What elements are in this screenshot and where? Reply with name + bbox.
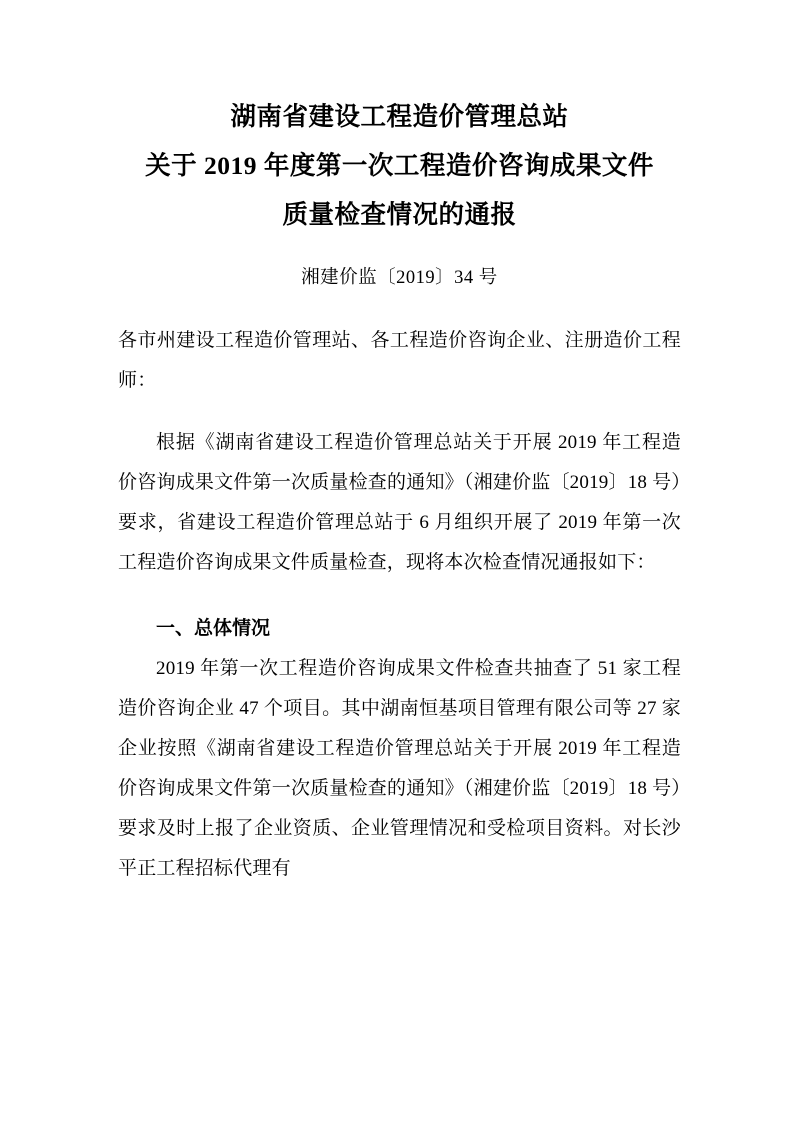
document-body [118, 321, 681, 889]
addressee-paragraph: 各市州建设工程造价管理站、各工程造价咨询企业、注册造价工程师： [118, 330, 681, 391]
section-one-heading: 一、总体情况 [156, 618, 271, 639]
document-number: 湘建价监〔2019〕34 号 [301, 268, 498, 288]
title-line-2: 关于 2019 年度第一次工程造价咨询成果文件 [145, 151, 654, 180]
title-line-1: 湖南省建设工程造价管理总站 [230, 102, 569, 131]
document-title [118, 92, 681, 239]
intro-paragraph: 根据《湖南省建设工程造价管理总站关于开展 2019 年工程造价咨询成果文件第一次质量检查的通知》（湘建价监〔2019〕18 号）要求，省建设工程造价管理总站于 6 月组织开展了 2019 年第一次工程造价咨询成果文件质量检查，现将本次检查情况通报如下： [118, 432, 681, 573]
section-one-paragraph: 2019 年第一次工程造价咨询成果文件检查共抽查了 51 家工程造价咨询企业 47 个项目。其中湖南恒基项目管理有限公司等 27 家企业按照《湖南省建设工程造价管理总站关于开展 2019 年工程造价咨询成果文件第一次质量检查的通知》（湘建价监〔2019〕18 号）要求及时上报了企业资质、企业管理情况和受检项目资料。对长沙平正工程招标代理有 [118, 658, 681, 879]
title-line-3: 质量检查情况的通报 [282, 200, 517, 229]
